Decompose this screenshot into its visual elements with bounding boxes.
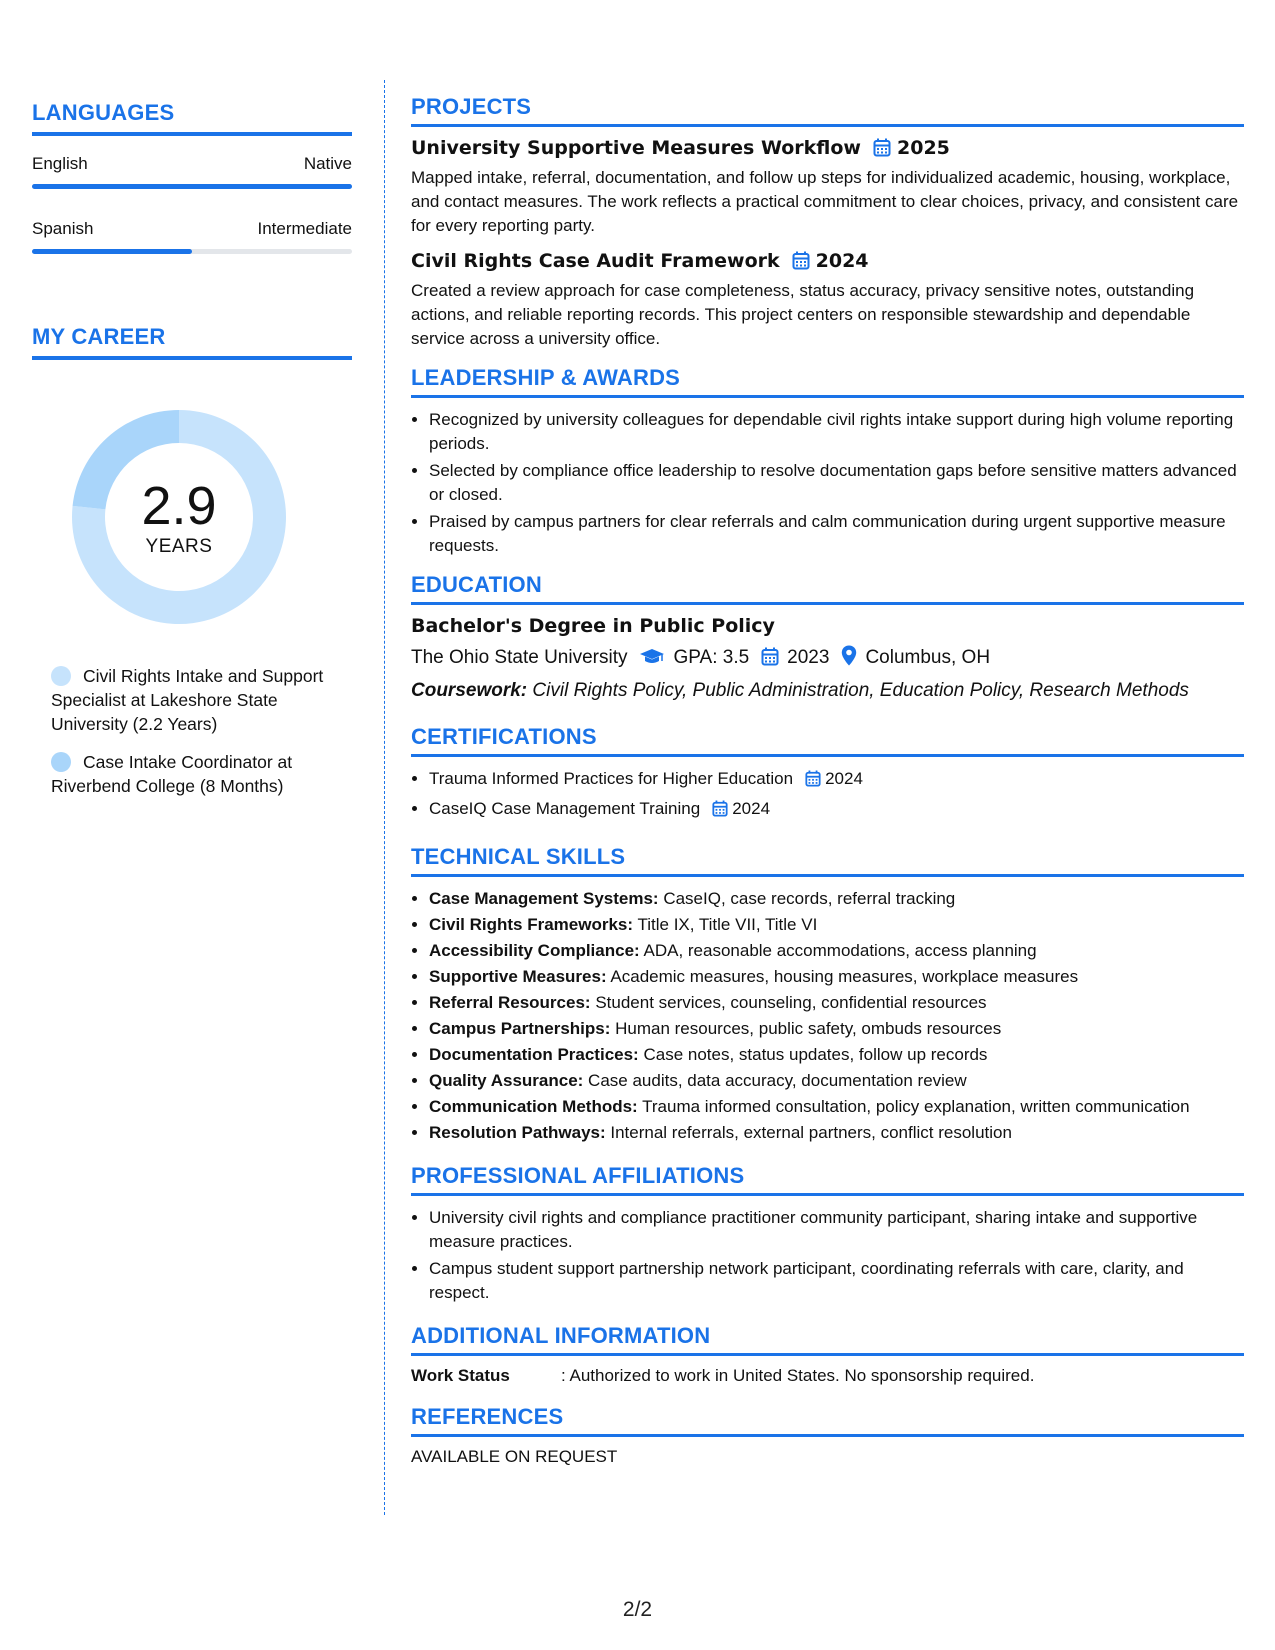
- calendar-icon: [792, 251, 810, 275]
- calendar-icon: [761, 647, 779, 672]
- references-section: [411, 1404, 1244, 1467]
- legend-label: Case Intake Coordinator at Riverbend College (8 Months): [51, 752, 293, 796]
- skill-item: [429, 887, 1244, 911]
- skill-item: [429, 1017, 1244, 1041]
- work-status-row: [411, 1366, 1244, 1386]
- leadership-section: [411, 365, 1244, 558]
- language-level: Intermediate: [257, 219, 352, 238]
- skills-list: [411, 887, 1244, 1145]
- skill-label: Quality Assurance:: [429, 1071, 584, 1090]
- skill-label: Civil Rights Frameworks:: [429, 915, 634, 934]
- language-item-english: [32, 154, 352, 189]
- additional-section: [411, 1323, 1244, 1386]
- language-proficiency-fill: [32, 249, 192, 254]
- legend-label: Civil Rights Intake and Support Specialist at Lakeshore State University (2.2 Years): [51, 666, 324, 734]
- career-heading: MY CAREER: [32, 324, 352, 360]
- list-item: • Praised by campus partners for clear referrals and calm communication during urgent supportive measure requests.: [429, 510, 1244, 558]
- skill-item: [429, 991, 1244, 1015]
- references-text: AVAILABLE ON REQUEST: [411, 1447, 618, 1466]
- skill-value: Internal referrals, external partners, conflict resolution: [610, 1123, 1012, 1142]
- language-proficiency-bar: [32, 184, 352, 189]
- certification-name: Trauma Informed Practices for Higher Education: [429, 769, 794, 788]
- degree-title: Bachelor's Degree in Public Policy: [411, 615, 775, 637]
- sidebar: [32, 100, 352, 812]
- skill-label: Referral Resources:: [429, 993, 591, 1012]
- references-heading: REFERENCES: [411, 1404, 1244, 1437]
- calendar-icon: [712, 800, 728, 824]
- legend-dot: [51, 666, 71, 686]
- column-divider: [384, 80, 385, 1515]
- work-status-key: Work Status: [411, 1366, 510, 1385]
- career-years-unit: YEARS: [145, 536, 213, 557]
- language-name: English: [32, 154, 88, 173]
- project-description: Created a review approach for case completeness, status accuracy, privacy sensitive notes, outstanding actions, and reliable reporting records. This project centers on responsible stewardship and dependable service across a university office.: [411, 281, 1195, 348]
- list-item: • Recognized by university colleagues for dependable civil rights intake support during high volume reporting periods.: [429, 408, 1244, 456]
- language-item-spanish: [32, 219, 352, 254]
- projects-section: [411, 94, 1244, 351]
- skill-item: [429, 965, 1244, 989]
- skill-label: Documentation Practices:: [429, 1045, 639, 1064]
- school-location: Columbus, OH: [865, 647, 991, 668]
- career-donut-chart: [66, 404, 292, 630]
- affiliations-section: [411, 1163, 1244, 1305]
- skill-value: ADA, reasonable accommodations, access planning: [643, 941, 1037, 960]
- skill-item: [429, 1095, 1244, 1119]
- skill-value: Human resources, public safety, ombuds resources: [615, 1019, 1002, 1038]
- skill-label: Supportive Measures:: [429, 967, 607, 986]
- skill-label: Resolution Pathways:: [429, 1123, 606, 1142]
- project-name: Civil Rights Case Audit Framework: [411, 250, 780, 272]
- skill-item: [429, 1121, 1244, 1145]
- career-legend-item: [51, 750, 341, 798]
- skills-section: [411, 844, 1244, 1145]
- skill-item: [429, 913, 1244, 937]
- education-heading: EDUCATION: [411, 572, 1244, 605]
- career-legend-item: [51, 664, 341, 736]
- graduation-year: 2023: [787, 647, 830, 668]
- list-item: • Selected by compliance office leadership to resolve documentation gaps before sensitive matters advanced or closed.: [429, 459, 1244, 507]
- location-pin-icon: [841, 645, 857, 672]
- project-description: Mapped intake, referral, documentation, and follow up steps for individualized academic, housing, workplace, and contact measures. The work reflects a practical commitment to clear choices, privacy, and consistent care for every reporting party.: [411, 168, 1239, 235]
- skill-value: CaseIQ, case records, referral tracking: [663, 889, 956, 908]
- affiliations-heading: PROFESSIONAL AFFILIATIONS: [411, 1163, 1244, 1196]
- calendar-icon: [805, 770, 821, 794]
- skill-label: Campus Partnerships:: [429, 1019, 611, 1038]
- skill-value: Case notes, status updates, follow up records: [643, 1045, 988, 1064]
- skill-value: Title IX, Title VII, Title VI: [637, 915, 818, 934]
- leadership-heading: LEADERSHIP & AWARDS: [411, 365, 1244, 398]
- work-status-value: : Authorized to work in United States. No sponsorship required.: [561, 1366, 1035, 1385]
- calendar-icon: [873, 138, 891, 162]
- skill-label: Communication Methods:: [429, 1097, 638, 1116]
- education-section: [411, 572, 1244, 702]
- coursework: [411, 680, 1244, 702]
- skill-value: Student services, counseling, confidential resources: [595, 993, 987, 1012]
- certification-name: CaseIQ Case Management Training: [429, 799, 701, 818]
- skill-item: [429, 1069, 1244, 1093]
- graduation-cap-icon: [639, 648, 665, 672]
- career-legend: [51, 664, 341, 798]
- legend-dot: [51, 752, 71, 772]
- skill-value: Case audits, data accuracy, documentation review: [588, 1071, 967, 1090]
- main-content: [411, 94, 1244, 1481]
- language-proficiency-bar: [32, 249, 352, 254]
- career-section: [32, 324, 352, 798]
- gpa: GPA: 3.5: [673, 647, 750, 668]
- project-title: [411, 137, 1244, 162]
- skill-label: Case Management Systems:: [429, 889, 659, 908]
- skills-heading: TECHNICAL SKILLS: [411, 844, 1244, 877]
- coursework-list: Civil Rights Policy, Public Administration, Education Policy, Research Methods: [532, 680, 1189, 701]
- skill-value: Trauma informed consultation, policy explanation, written communication: [642, 1097, 1190, 1116]
- language-level: Native: [303, 154, 352, 173]
- certification-year: 2024: [825, 769, 863, 788]
- skill-label: Accessibility Compliance:: [429, 941, 640, 960]
- language-name: Spanish: [32, 219, 94, 238]
- projects-heading: PROJECTS: [411, 94, 1244, 127]
- project-year: 2024: [815, 250, 869, 272]
- languages-heading: LANGUAGES: [32, 100, 352, 136]
- page-number: 2/2: [622, 1598, 653, 1621]
- language-proficiency-fill: [32, 184, 352, 189]
- additional-heading: ADDITIONAL INFORMATION: [411, 1323, 1244, 1356]
- skill-item: [429, 1043, 1244, 1067]
- project-title: [411, 250, 1244, 275]
- project-name: University Supportive Measures Workflow: [411, 137, 861, 159]
- certifications-heading: CERTIFICATIONS: [411, 724, 1244, 757]
- project-year: 2025: [897, 137, 950, 159]
- certifications-section: [411, 724, 1244, 824]
- certification-item: [429, 767, 1244, 794]
- school-name: The Ohio State University: [411, 647, 628, 668]
- coursework-label: Coursework:: [411, 680, 528, 701]
- skill-item: [429, 939, 1244, 963]
- certification-item: [429, 797, 1244, 824]
- list-item: • University civil rights and compliance practitioner community participant, sharing intake and supportive measure practices.: [429, 1206, 1244, 1254]
- certification-year: 2024: [732, 799, 771, 818]
- list-item: • Campus student support partnership network participant, coordinating referrals with care, clarity, and respect.: [429, 1257, 1244, 1305]
- education-details: [411, 645, 1244, 672]
- career-total-years: 2.9: [141, 476, 217, 536]
- skill-value: Academic measures, housing measures, workplace measures: [610, 967, 1079, 986]
